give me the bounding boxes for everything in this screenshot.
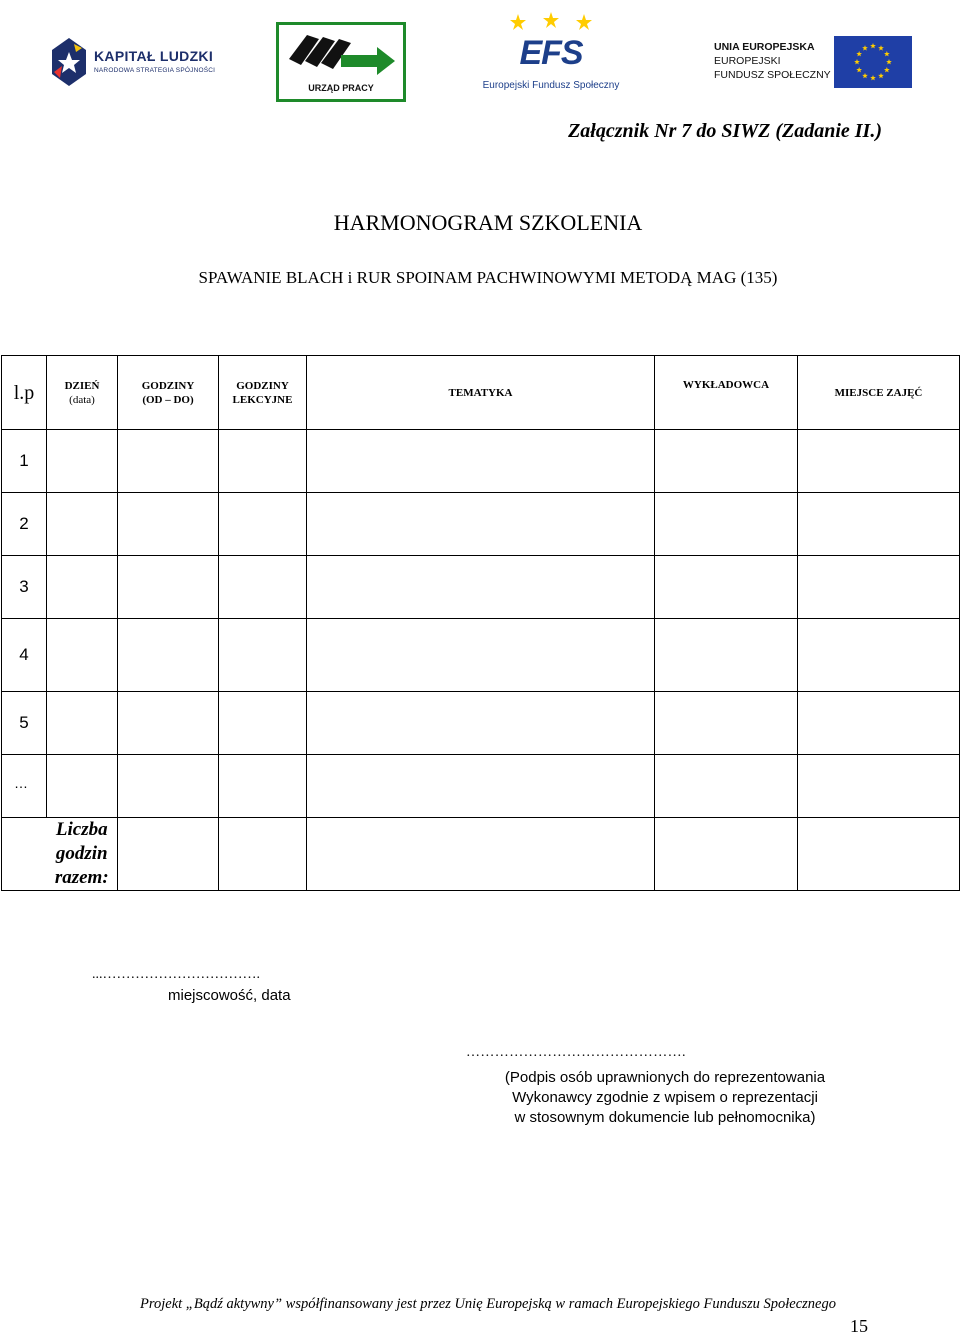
lesson-hours-cell xyxy=(219,692,307,755)
total-row xyxy=(2,818,960,891)
table-row xyxy=(2,556,960,619)
header-day-sub: (data) xyxy=(69,393,95,406)
total-lesson-hours-cell xyxy=(219,818,307,891)
place-date-line: ...……………………………. xyxy=(92,967,260,982)
eu-star-icon xyxy=(878,45,884,50)
project-footer: Projekt „Bądź aktywny” współfinansowany jest przez Unię Europejską w ramach Europejskiego Funduszu Społecznego xyxy=(140,1296,836,1312)
eu-star-icon xyxy=(854,59,860,64)
ue-line2: EUROPEJSKI xyxy=(714,55,781,67)
efs-stars-icon xyxy=(510,12,592,32)
lecturer-cell xyxy=(655,619,798,692)
topic-cell xyxy=(307,430,655,493)
hours-cell xyxy=(118,755,219,818)
table-header-row xyxy=(2,356,960,430)
lecturer-cell xyxy=(655,556,798,619)
header-hours xyxy=(118,356,219,430)
total-hours-cell xyxy=(118,818,219,891)
header-lesson-hours-sub: LEKCYJNE xyxy=(232,393,293,406)
place-cell xyxy=(798,619,960,692)
hours-cell xyxy=(118,556,219,619)
unia-europejska-text xyxy=(714,40,831,82)
lesson-hours-cell xyxy=(219,493,307,556)
header-day xyxy=(47,356,118,430)
table-row xyxy=(2,493,960,556)
efs-logo xyxy=(476,6,626,98)
row-number: 5 xyxy=(2,692,47,755)
signature-line: ………………………………………. xyxy=(466,1045,686,1060)
hours-cell xyxy=(118,692,219,755)
schedule-table xyxy=(1,355,960,891)
hours-cell xyxy=(118,619,219,692)
total-label xyxy=(47,818,118,891)
header-day-label: DZIEŃ xyxy=(64,379,100,392)
day-cell xyxy=(47,493,118,556)
urzad-pracy-emblem-icon xyxy=(285,29,399,79)
eu-star-icon xyxy=(856,67,862,72)
place-cell xyxy=(798,755,960,818)
total-lp-cell xyxy=(2,818,47,891)
table-row xyxy=(2,430,960,493)
topic-cell xyxy=(307,493,655,556)
header-lesson-hours-label: GODZINY xyxy=(236,379,289,392)
eu-star-icon xyxy=(870,43,876,48)
kapital-ludzki-star-icon xyxy=(52,38,86,86)
lecturer-cell xyxy=(655,493,798,556)
signature-caption-line3: w stosownym dokumencie lub pełnomocnika) xyxy=(514,1109,816,1126)
lesson-hours-cell xyxy=(219,619,307,692)
eu-star-icon xyxy=(884,67,890,72)
header-hours-sub: (OD – DO) xyxy=(142,393,194,406)
total-place-cell xyxy=(798,818,960,891)
row-number: 2 xyxy=(2,493,47,556)
row-number: 4 xyxy=(2,619,47,692)
unia-europejska-logo xyxy=(714,36,914,90)
row-number: 3 xyxy=(2,556,47,619)
day-cell xyxy=(47,430,118,493)
lecturer-cell xyxy=(655,755,798,818)
page-title: HARMONOGRAM SZKOLENIA xyxy=(333,210,643,235)
day-cell xyxy=(47,619,118,692)
table-row xyxy=(2,692,960,755)
eu-star-icon xyxy=(862,73,868,78)
ue-line1: UNIA EUROPEJSKA xyxy=(714,41,815,53)
kapital-ludzki-name: KAPITAŁ LUDZKI xyxy=(94,48,214,64)
day-cell xyxy=(47,556,118,619)
lecturer-cell xyxy=(655,430,798,493)
place-cell xyxy=(798,493,960,556)
eu-star-icon xyxy=(884,51,890,56)
table-row xyxy=(2,755,960,818)
eu-star-icon xyxy=(862,45,868,50)
total-label-line2: godzin xyxy=(55,843,108,864)
total-label-line1: Liczba xyxy=(55,819,108,840)
eu-star-icon xyxy=(856,51,862,56)
topic-cell xyxy=(307,692,655,755)
place-date-label: miejscowość, data xyxy=(168,987,291,1004)
eu-stars-ring xyxy=(834,36,912,88)
eu-star-icon xyxy=(870,75,876,80)
signature-caption-line2: Wykonawcy zgodnie z wpisem o reprezentacji xyxy=(512,1089,818,1106)
topic-cell xyxy=(307,619,655,692)
urzad-pracy-name: URZĄD PRACY xyxy=(308,83,374,93)
header-lecturer: WYKŁADOWCA xyxy=(655,356,798,430)
hours-cell xyxy=(118,430,219,493)
topic-cell xyxy=(307,556,655,619)
topic-cell xyxy=(307,755,655,818)
day-cell xyxy=(47,755,118,818)
header-lesson-hours xyxy=(219,356,307,430)
header-place: MIEJSCE ZAJĘĆ xyxy=(798,356,960,430)
hours-cell xyxy=(118,493,219,556)
ue-line3: FUNDUSZ SPOŁECZNY xyxy=(714,69,831,81)
eu-star-icon xyxy=(878,73,884,78)
training-subtitle: SPAWANIE BLACH i RUR SPOINAM PACHWINOWYMI METODĄ MAG (135) xyxy=(198,268,778,287)
efs-acronym: EFS xyxy=(519,34,583,72)
place-cell xyxy=(798,430,960,493)
eu-flag-icon xyxy=(834,36,912,88)
place-cell xyxy=(798,692,960,755)
place-cell xyxy=(798,556,960,619)
lesson-hours-cell xyxy=(219,556,307,619)
row-number: … xyxy=(2,755,47,818)
header-hours-label: GODZINY xyxy=(141,379,195,392)
row-number: 1 xyxy=(2,430,47,493)
signature-caption xyxy=(470,1068,860,1128)
table-row xyxy=(2,619,960,692)
kapital-ludzki-tagline: NARODOWA STRATEGIA SPÓJNOŚCI xyxy=(94,67,216,74)
urzad-pracy-logo xyxy=(276,22,406,102)
total-label-line3: razem: xyxy=(54,867,109,888)
eu-star-icon xyxy=(886,59,892,64)
signature-caption-line1: (Podpis osób uprawnionych do reprezentowania xyxy=(504,1069,826,1086)
total-lecturer-cell xyxy=(655,818,798,891)
lesson-hours-cell xyxy=(219,430,307,493)
header-topic: TEMATYKA xyxy=(307,356,655,430)
annex-label: Załącznik Nr 7 do SIWZ (Zadanie II.) xyxy=(568,120,882,142)
lecturer-cell xyxy=(655,692,798,755)
lesson-hours-cell xyxy=(219,755,307,818)
kapital-ludzki-logo xyxy=(52,38,216,90)
efs-full-name: Europejski Fundusz Społeczny xyxy=(482,80,620,91)
header-lp: l.p xyxy=(2,356,47,430)
day-cell xyxy=(47,692,118,755)
page-number: 15 xyxy=(850,1316,868,1336)
total-topic-cell xyxy=(307,818,655,891)
